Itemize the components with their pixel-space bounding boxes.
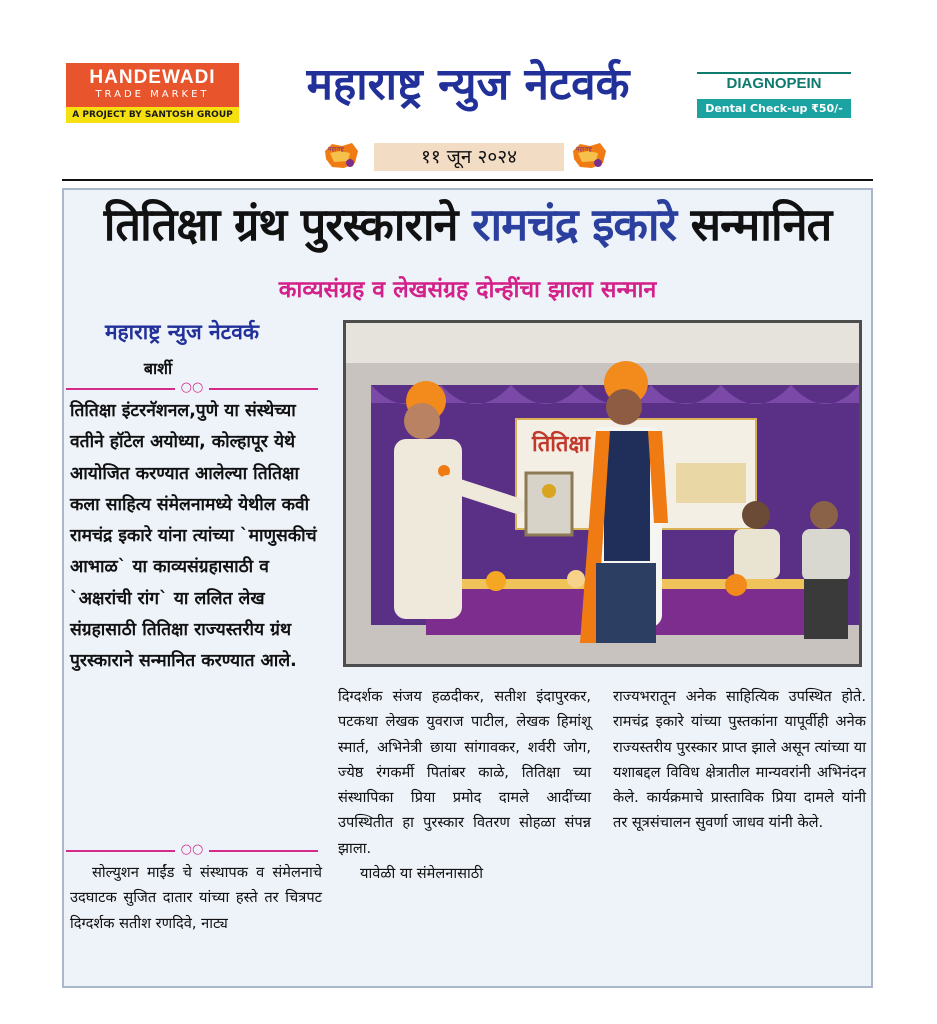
ad-tagline: A PROJECT BY SANTOSH GROUP [66,107,239,123]
body-column-3: राज्यभरातून अनेक साहित्यिक उपस्थित होते. रामचंद्र इकारे यांच्या पुस्तकांना यापूर्वीही अनेक राज्यस्तरीय पुरस्कार प्राप्त झाले असून त्यांच्या या यशाबद्दल विविध क्षेत्रातील मान्यवरांनी अभिनंदन केले. कार्यक्रमाचे प्रास्ताविक प्रिया दामले यांनी तर सूत्रसंचालन सुवर्णा जाधव यांनी केले. [613,688,866,832]
dateline: बार्शी [143,359,173,378]
diagnopein-ad [697,72,851,118]
banner-text: तितिक्षा [532,432,590,457]
divider [66,842,318,857]
issue-date: ११ जून २०२४ [374,143,564,171]
divider-ornament-icon: ○○ [175,380,209,396]
badge-text-right: महाराष्ट्र [576,146,592,153]
newspaper-title: महाराष्ट्र न्युज नेटवर्क [306,59,630,110]
masthead-rule [62,179,873,181]
award-photo [343,320,862,667]
ad-title: HANDEWADI [89,67,216,88]
body-paragraph: दिग्दर्शक संजय हळदीकर, सतीश इंदापुरकर, पटकथा लेखक युवराज पाटील, लेखक हिमांशू स्मार्त, अभिनेत्री छाया सांगावकर, शर्वरी जोग, ज्येष्ठ रंगकर्मी पितांबर काळे, तितिक्षा च्या संस्थापिका प्रिया प्रमोद दामले आदींच्या उपस्थितीत हा पुरस्कार वितरण सोहळा संपन्न झाला. [338,688,591,857]
ad-subtitle: TRADE MARKET [95,89,210,100]
handewadi-ad [66,63,239,123]
body-column-1: सोल्युशन माईंड चे संस्थापक व संमेलनाचे उदघाटक सुजित दातार यांच्या हस्ते तर चित्रपट दिग्दर्शक सतीश रणदिवे, नाट्य [70,864,322,932]
divider-ornament-icon: ○○ [175,842,209,858]
maharashtra-logo-icon [570,141,608,171]
body-column-2 [338,684,591,886]
ad-offer: Dental Check-up ₹50/- [697,99,851,118]
maharashtra-logo-icon [322,141,360,171]
headline-name: रामचंद्र इकारे [472,198,676,251]
byline: महाराष्ट्र न्युज नेटवर्क [104,320,260,344]
award-ceremony-image [346,323,859,664]
badge-text-left: महाराष्ट्र [328,146,344,153]
headline [64,193,871,254]
lead-paragraph: तितिक्षा इंटरनॅशनल,पुणे या संस्थेच्या वतीने हॉटेल अयोध्या, कोल्हापूर येथे आयोजित करण्यात आलेल्या तितिक्षा कला साहित्य संमेलनामध्ये येथील कवी रामचंद्र इकारे यांना त्यांच्या `माणुसकीचं आभाळ` या काव्यसंग्रहासाठी व `अक्षरांची रांग` या ललित लेख संग्रहासाठी तितिक्षा राज्यस्तरीय ग्रंथ पुरस्काराने सन्मानित करण्यात आले. [70,401,317,672]
headline-part1: तितिक्षा ग्रंथ पुरस्काराने [103,198,458,251]
ad-logo: DIAGNOPEIN [697,72,851,92]
subheadline: काव्यसंग्रह व लेखसंग्रह दोन्हींचा झाला सन्मान [278,277,657,303]
divider [66,380,318,395]
body-paragraph: यावेळी या संमेलनासाठी [360,865,484,883]
headline-part3: सन्मानित [690,198,832,251]
